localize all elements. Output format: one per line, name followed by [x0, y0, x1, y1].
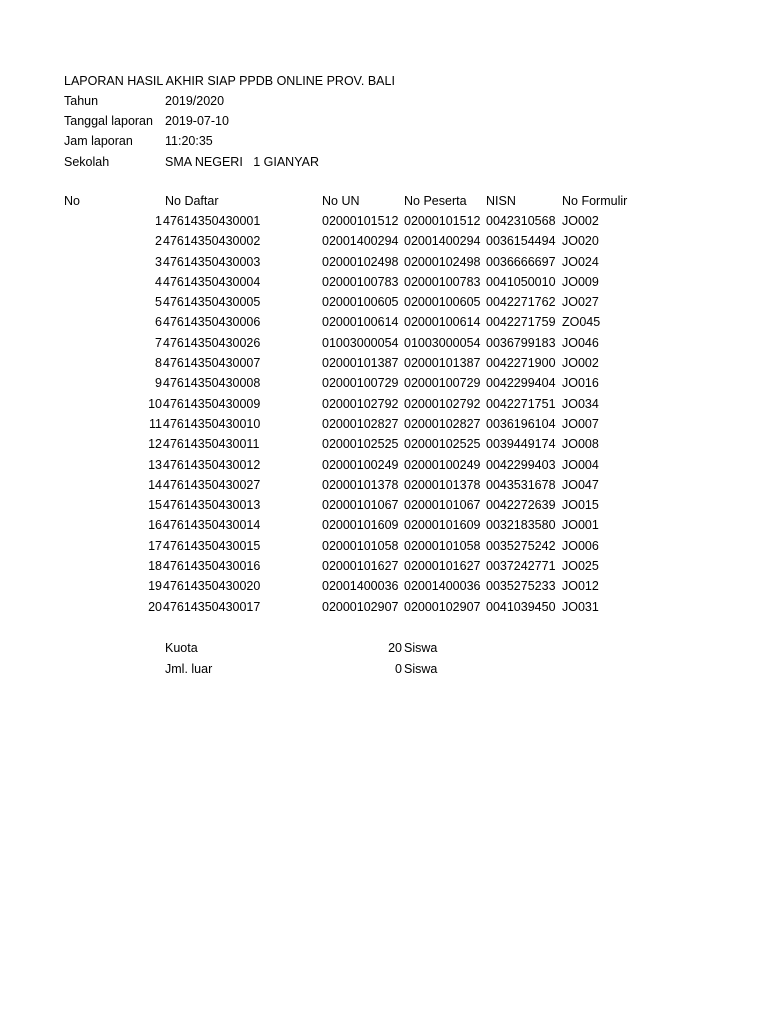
table-row [0, 394, 768, 414]
cell-nisn: 0036154494 [486, 234, 556, 249]
summary-label-kuota: Kuota [165, 641, 198, 655]
cell-no-formulir: JO031 [562, 599, 599, 614]
summary-value-kuota: 20 [388, 641, 402, 655]
table-row [0, 272, 768, 292]
cell-no-un: 02000102827 [322, 416, 399, 431]
cell-no-daftar: 47614350430015 [163, 538, 261, 553]
cell-no-daftar: 47614350430014 [163, 518, 261, 533]
cell-nisn: 0032183580 [486, 518, 556, 533]
header-no-daftar: No Daftar [165, 194, 219, 208]
header-no: No [64, 194, 80, 208]
cell-no-un: 02000102525 [322, 437, 399, 452]
cell-no-daftar: 47614350430006 [163, 315, 261, 330]
summary-label-jml-luar: Jml. luar [165, 662, 213, 676]
cell-nisn: 0036196104 [486, 416, 556, 431]
cell-no-un: 01003000054 [322, 335, 399, 350]
meta-value-tahun: 2019/2020 [165, 94, 225, 108]
cell-no-peserta: 02000102525 [404, 437, 481, 452]
cell-nisn: 0043531678 [486, 477, 556, 492]
cell-no-un: 02000100614 [322, 315, 399, 330]
cell-no-un: 02000101627 [322, 559, 399, 574]
table-body [0, 211, 768, 617]
cell-no-peserta: 02000100783 [404, 274, 481, 289]
cell-no-peserta: 02000100614 [404, 315, 481, 330]
cell-no: 7 [155, 335, 162, 350]
cell-no-daftar: 47614350430020 [163, 579, 261, 594]
cell-no-un: 02000101378 [322, 477, 399, 492]
cell-no: 3 [155, 254, 162, 269]
cell-no-formulir: JO027 [562, 295, 599, 310]
cell-no-daftar: 47614350430011 [163, 437, 260, 452]
cell-no-formulir: JO008 [562, 437, 599, 452]
header-no-formulir: No Formulir [562, 194, 628, 208]
summary-unit-jml-luar: Siswa [404, 662, 438, 676]
cell-no-daftar: 47614350430017 [163, 599, 261, 614]
cell-no: 1 [155, 214, 162, 228]
cell-no-un: 02001400294 [322, 234, 399, 249]
cell-no-daftar: 47614350430001 [163, 214, 261, 228]
cell-no-formulir: JO012 [562, 579, 599, 594]
cell-nisn: 0037242771 [486, 559, 556, 574]
cell-no-formulir: JO001 [562, 518, 599, 533]
header-no-peserta: No Peserta [404, 194, 467, 208]
cell-no-peserta: 02001400294 [404, 234, 481, 249]
cell-no-un: 02000101058 [322, 538, 399, 553]
cell-no-peserta: 02000100605 [404, 295, 481, 310]
table-row [0, 515, 768, 535]
cell-no: 5 [155, 295, 162, 310]
cell-no-peserta: 01003000054 [404, 335, 481, 350]
table-row [0, 455, 768, 475]
cell-no-peserta: 02000102907 [404, 599, 481, 614]
meta-value-sekolah: SMA NEGERI 1 GIANYAR [165, 155, 319, 169]
table-row [0, 536, 768, 556]
cell-no-formulir: JO024 [562, 254, 599, 269]
cell-no: 11 [149, 416, 162, 431]
cell-nisn: 0042271759 [486, 315, 556, 330]
meta-label-tanggal-laporan: Tanggal laporan [64, 114, 153, 128]
cell-nisn: 0042271762 [486, 295, 556, 310]
cell-no-formulir: JO046 [562, 335, 599, 350]
cell-nisn: 0035275233 [486, 579, 556, 594]
cell-no-formulir: JO025 [562, 559, 599, 574]
cell-nisn: 0041050010 [486, 274, 556, 289]
table-row [0, 475, 768, 495]
cell-no: 10 [148, 396, 162, 411]
cell-no-peserta: 02000101627 [404, 559, 481, 574]
cell-no-peserta: 02000100249 [404, 457, 481, 472]
cell-no-peserta: 02000102792 [404, 396, 481, 411]
cell-no: 20 [148, 599, 162, 614]
cell-no-peserta: 02000101512 [404, 214, 481, 228]
cell-no-peserta: 02000100729 [404, 376, 481, 391]
table-row [0, 576, 768, 596]
cell-no-formulir: ZO045 [562, 315, 601, 330]
cell-no-un: 02000102498 [322, 254, 399, 269]
cell-no: 16 [148, 518, 162, 533]
cell-no-peserta: 02000101058 [404, 538, 481, 553]
cell-no: 9 [155, 376, 162, 391]
cell-no: 14 [148, 477, 162, 492]
cell-no-daftar: 47614350430003 [163, 254, 261, 269]
cell-no-un: 02000102907 [322, 599, 399, 614]
cell-nisn: 0041039450 [486, 599, 556, 614]
table-row [0, 434, 768, 454]
cell-nisn: 0039449174 [486, 437, 556, 452]
cell-no: 18 [148, 559, 162, 574]
summary-value-jml-luar: 0 [395, 662, 402, 676]
table-row [0, 373, 768, 393]
cell-no-formulir: JO004 [562, 457, 599, 472]
cell-no-un: 02000101512 [322, 214, 399, 228]
cell-no-un: 02000101067 [322, 498, 399, 513]
cell-no-un: 02000101609 [322, 518, 399, 533]
cell-nisn: 0042310568 [486, 214, 556, 228]
cell-no-formulir: JO020 [562, 234, 599, 249]
cell-no-peserta: 02000102827 [404, 416, 481, 431]
cell-no-un: 02000100249 [322, 457, 399, 472]
cell-no: 12 [148, 437, 162, 452]
cell-no: 8 [155, 356, 162, 371]
meta-value-tanggal-laporan: 2019-07-10 [165, 114, 229, 128]
cell-no: 13 [148, 457, 162, 472]
cell-no-formulir: JO047 [562, 477, 599, 492]
cell-no-un: 02000102792 [322, 396, 399, 411]
cell-no-daftar: 47614350430009 [163, 396, 261, 411]
cell-no-peserta: 02001400036 [404, 579, 481, 594]
meta-value-jam-laporan: 11:20:35 [165, 134, 213, 148]
cell-nisn: 0042271900 [486, 356, 556, 371]
cell-nisn: 0036799183 [486, 335, 556, 350]
cell-no-formulir: JO034 [562, 396, 599, 411]
cell-no-peserta: 02000101378 [404, 477, 481, 492]
cell-no-daftar: 47614350430005 [163, 295, 261, 310]
table-row [0, 414, 768, 434]
table-row [0, 252, 768, 272]
table-row [0, 495, 768, 515]
cell-nisn: 0042299403 [486, 457, 556, 472]
table-row [0, 333, 768, 353]
cell-no-formulir: JO007 [562, 416, 599, 431]
cell-no-formulir: JO015 [562, 498, 599, 513]
table-row [0, 312, 768, 332]
cell-no-daftar: 47614350430013 [163, 498, 261, 513]
meta-label-sekolah: Sekolah [64, 155, 110, 169]
cell-no-daftar: 47614350430008 [163, 376, 261, 391]
cell-no-formulir: JO002 [562, 214, 599, 228]
cell-nisn: 0035275242 [486, 538, 556, 553]
cell-no: 15 [148, 498, 162, 513]
cell-nisn: 0042272639 [486, 498, 556, 513]
cell-nisn: 0036666697 [486, 254, 556, 269]
cell-no-daftar: 47614350430004 [163, 274, 261, 289]
cell-no-daftar: 47614350430016 [163, 559, 261, 574]
cell-no-peserta: 02000101067 [404, 498, 481, 513]
cell-no: 4 [155, 274, 162, 289]
summary-unit-kuota: Siswa [404, 641, 438, 655]
table-row [0, 211, 768, 231]
header-nisn: NISN [486, 194, 516, 208]
cell-no-formulir: JO009 [562, 274, 599, 289]
table-row [0, 231, 768, 251]
cell-no-peserta: 02000101609 [404, 518, 481, 533]
cell-no-un: 02000100605 [322, 295, 399, 310]
cell-no-un: 02000100729 [322, 376, 399, 391]
meta-label-jam-laporan: Jam laporan [64, 134, 133, 148]
cell-no-daftar: 47614350430010 [163, 416, 261, 431]
cell-no-formulir: JO016 [562, 376, 599, 391]
cell-no-un: 02000101387 [322, 356, 399, 371]
cell-no-daftar: 47614350430012 [163, 457, 261, 472]
cell-no-peserta: 02000102498 [404, 254, 481, 269]
cell-no: 19 [148, 579, 162, 594]
cell-no-daftar: 47614350430026 [163, 335, 261, 350]
cell-no-un: 02000100783 [322, 274, 399, 289]
cell-no-daftar: 47614350430027 [163, 477, 261, 492]
report-title: LAPORAN HASIL AKHIR SIAP PPDB ONLINE PROV. BALI [64, 74, 395, 88]
cell-no: 2 [155, 234, 162, 249]
cell-nisn: 0042271751 [486, 396, 556, 411]
cell-no-formulir: JO006 [562, 538, 599, 553]
table-row [0, 292, 768, 312]
cell-no-peserta: 02000101387 [404, 356, 481, 371]
meta-label-tahun: Tahun [64, 94, 99, 108]
cell-no: 6 [155, 315, 162, 330]
table-row [0, 597, 768, 617]
cell-nisn: 0042299404 [486, 376, 556, 391]
cell-no-daftar: 47614350430002 [163, 234, 261, 249]
cell-no-un: 02001400036 [322, 579, 399, 594]
table-row [0, 556, 768, 576]
cell-no: 17 [148, 538, 162, 553]
cell-no-formulir: JO002 [562, 356, 599, 371]
cell-no-daftar: 47614350430007 [163, 356, 261, 371]
table-row [0, 353, 768, 373]
header-no-un: No UN [322, 194, 360, 208]
